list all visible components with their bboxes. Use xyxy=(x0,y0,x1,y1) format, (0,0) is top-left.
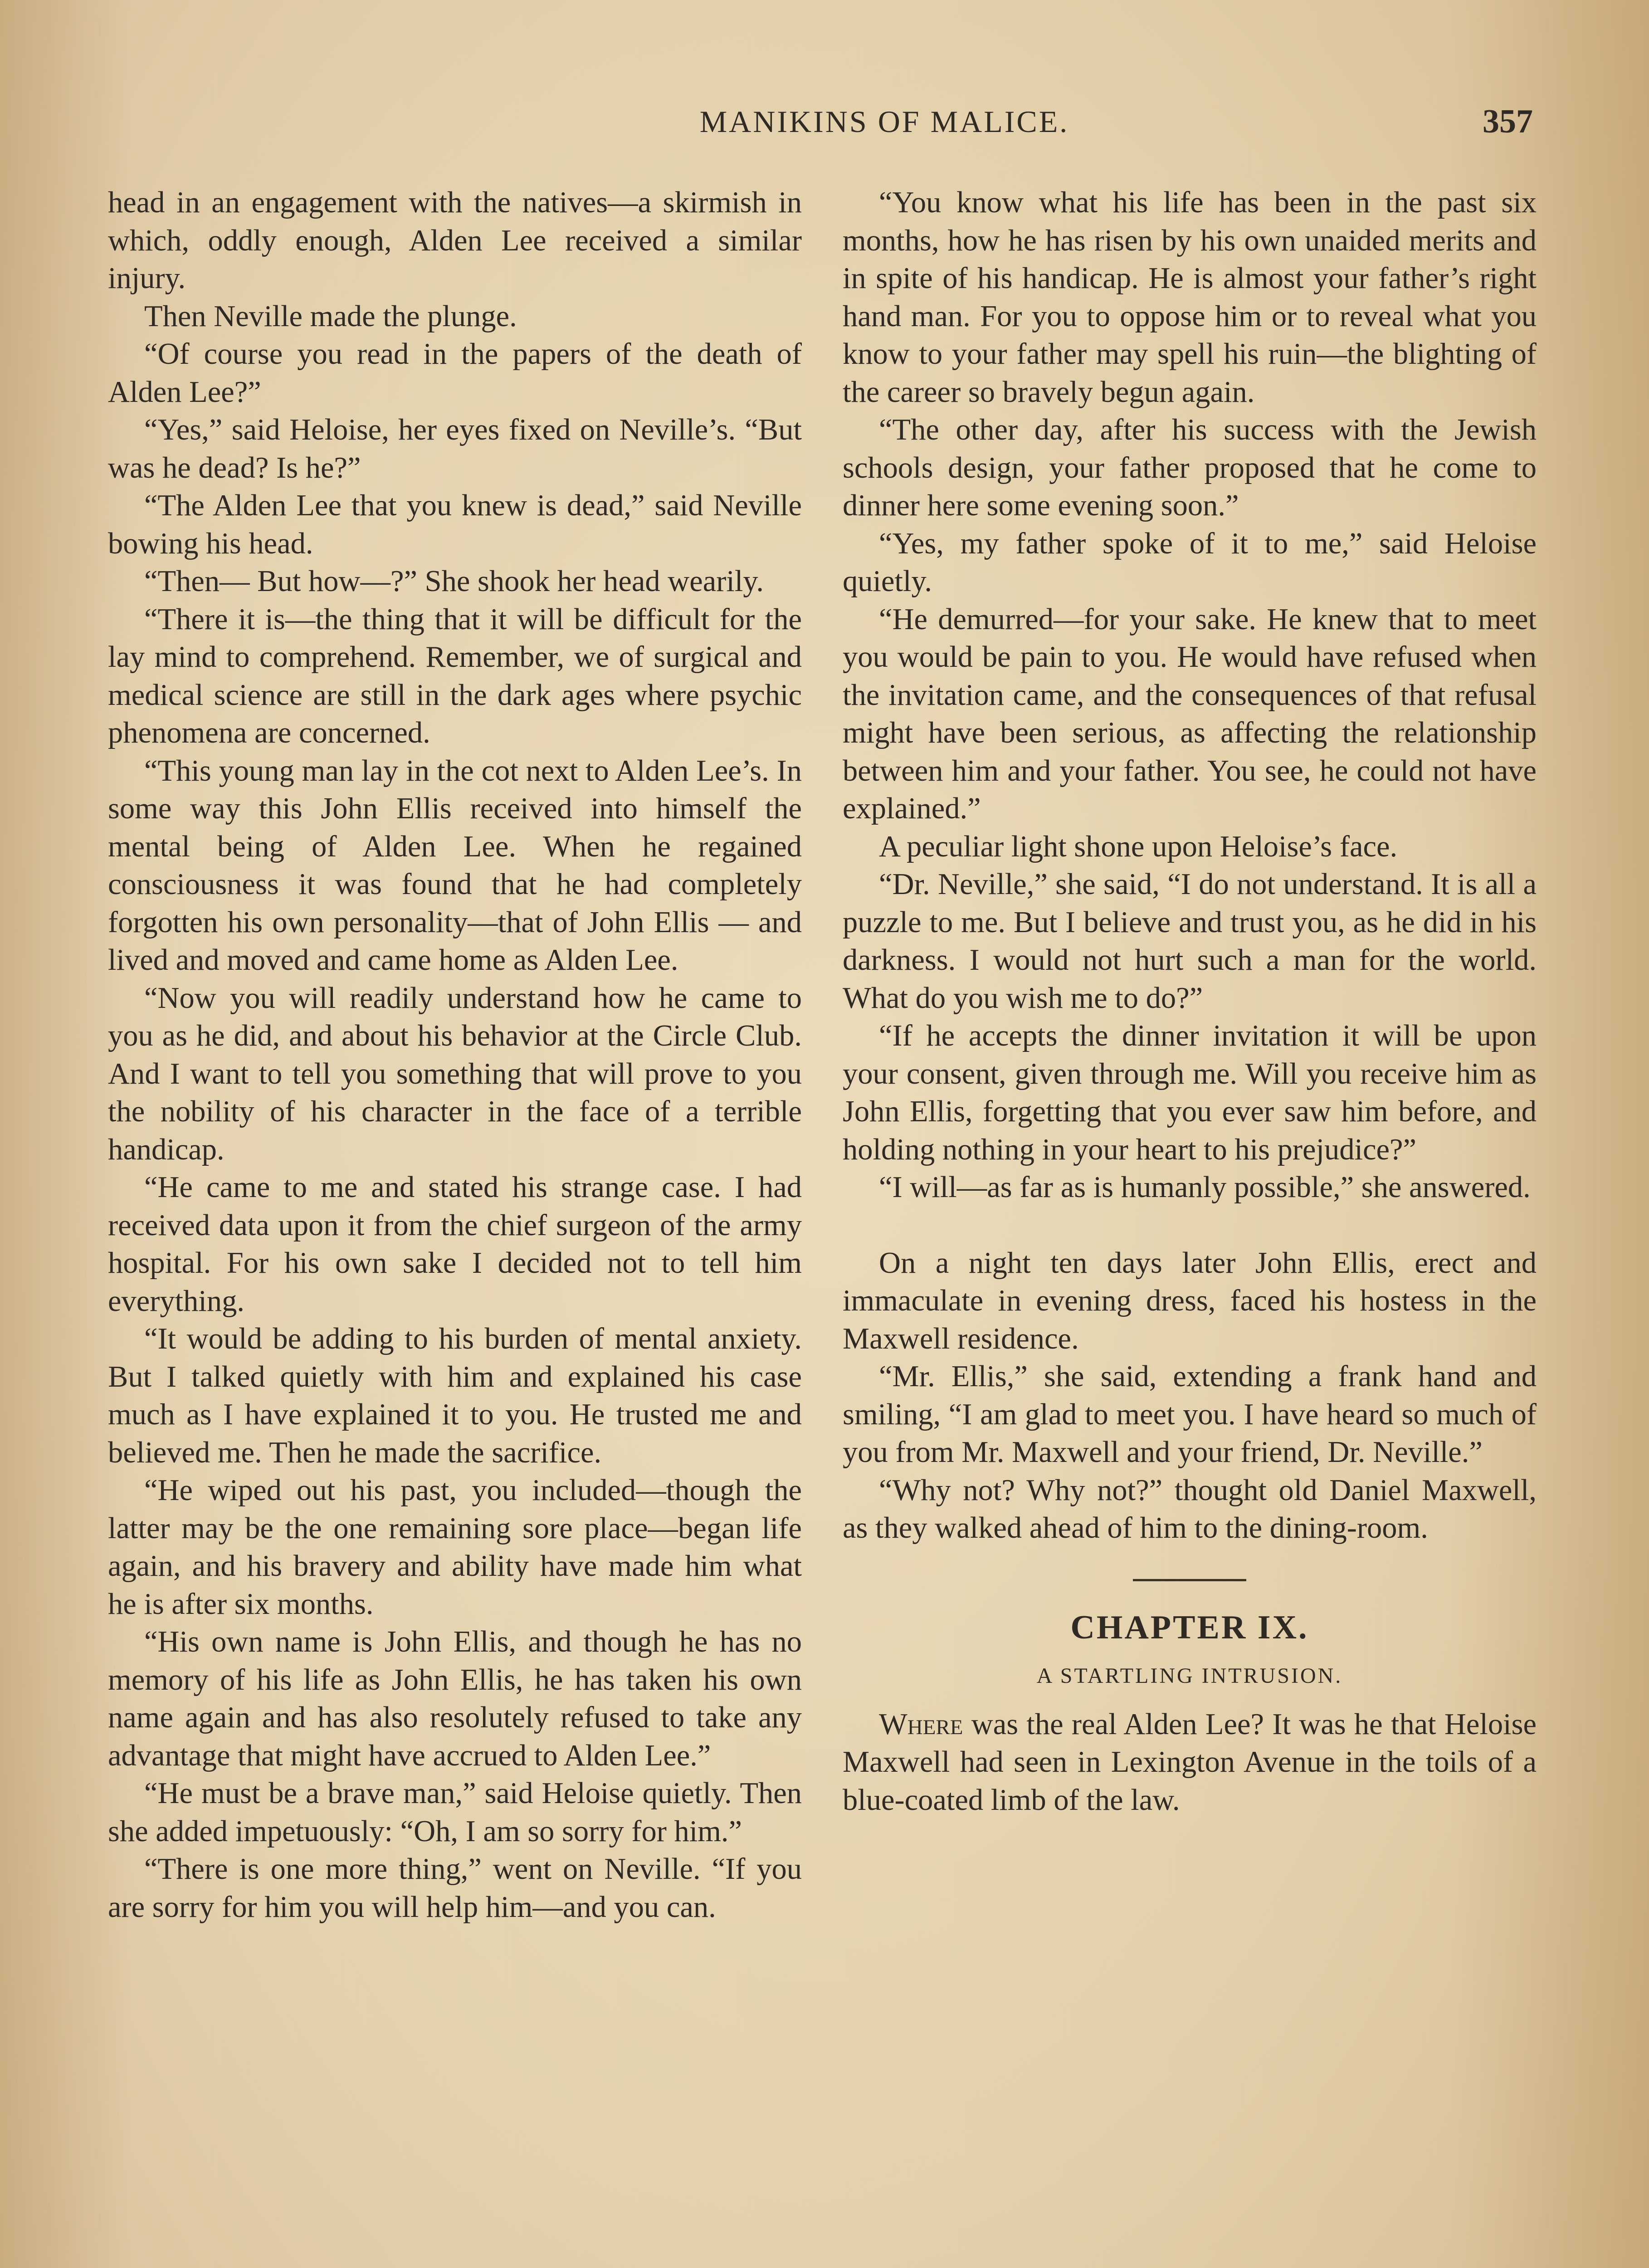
paragraph: “He demurred—for your sake. He knew that to meet you would be pain to you. He would have refused when the invitation came, and the consequences of that refusal might have been serious, as affecting the relationship between him and your father. You see, he could not have explained.” xyxy=(843,602,1537,825)
paragraph: “The other day, after his success with the Jewish schools design, your father proposed that he come to dinner here some evening soon.” xyxy=(843,413,1537,522)
paragraph: “The Alden Lee that you knew is dead,” said Neville bowing his head. xyxy=(108,489,802,560)
paragraph: “His own name is John Ellis, and though he has no memory of his life as John Ellis, he has taken his own name again and has also resolutely refused to take any advantage that might have accrued to Alden Lee.” xyxy=(108,1625,802,1772)
paragraph: “Now you will readily understand how he came to you as he did, and about his behavior at the Circle Club. And I want to tell you something that will prove to you the nobility of his character in the face of a terrible handicap. xyxy=(108,981,802,1166)
paragraph: “Of course you read in the papers of the death of Alden Lee?” xyxy=(108,337,802,409)
page-number: 357 xyxy=(1483,103,1533,140)
paragraph: “Dr. Neville,” she said, “I do not understand. It is all a puzzle to me. But I believe and trust you, as he did in his darkness. I would not hurt such a man for the world. What do you wish me to do?” xyxy=(843,868,1537,1015)
paragraph: “There it is—the thing that it will be difficult for the lay mind to comprehend. Remember, we of surgical and medical science are still in the dark ages where psychic phenomena are concerned. xyxy=(108,602,802,749)
paragraph: “There is one more thing,” went on Neville. “If you are sorry for him you will help him—and you can. xyxy=(108,1853,802,1924)
paragraph: “He came to me and stated his strange case. I had received data upon it from the chief surgeon of the army hospital. For his own sake I decided not to tell him everything. xyxy=(108,1171,802,1318)
paragraph: “Mr. Ellis,” she said, extending a frank hand and smiling, “I am glad to meet you. I have heard so much of you from Mr. Maxwell and your friend, Dr. Neville.” xyxy=(843,1360,1537,1469)
paragraph: “Yes, my father spoke of it to me,” said Heloise quietly. xyxy=(843,527,1537,598)
paragraph: Then Neville made the plunge. xyxy=(144,299,517,333)
chapter-heading: CHAPTER IX. xyxy=(1070,1608,1309,1646)
paragraph: “He must be a brave man,” said Heloise quietly. Then she added impetuously: “Oh, I am so sorry for him.” xyxy=(108,1777,802,1848)
chapter-opening-text: was the real Alden Lee? It was he that Heloise Maxwell had seen in Lexington Avenue in the toils of a blue-coated limb of the law. xyxy=(843,1707,1537,1817)
chapter-opening-paragraph xyxy=(843,1706,1537,1819)
paragraph: “Then— But how—?” She shook her head wearily. xyxy=(144,565,764,598)
chapter-opening-word: Where xyxy=(879,1707,963,1741)
paragraph: “Why not? Why not?” thought old Daniel Maxwell, as they walked ahead of him to the dining-room. xyxy=(843,1473,1537,1545)
paragraph: “He wiped out his past, you included—though the latter may be the one remaining sore place—began life again, and his bravery and ability have made him what he is after six months. xyxy=(108,1474,802,1621)
paragraph: “Yes,” said Heloise, her eyes fixed on Neville’s. “But was he dead? Is he?” xyxy=(108,413,802,484)
paragraph: “You know what his life has been in the past six months, how he has risen by his own unaided merits and in spite of his handicap. He is almost your father’s right hand man. For you to oppose him or to reveal what you know to your father may spell his ruin—the blighting of the career so bravely begun again. xyxy=(843,186,1537,409)
paragraph: “This young man lay in the cot next to Alden Lee’s. In some way this John Ellis received into himself the mental being of Alden Lee. When he regained consciousness it was found that he had completely forgotten his own personality—that of John Ellis — and lived and moved and came home as Alden Lee. xyxy=(108,754,802,977)
section-break xyxy=(843,1207,1537,1244)
page-header xyxy=(109,99,1542,149)
paragraph: A peculiar light shone upon Heloise’s face. xyxy=(879,830,1398,863)
chapter-subtitle: A STARTLING INTRUSION. xyxy=(1036,1663,1343,1688)
chapter-divider-rule xyxy=(1133,1579,1246,1581)
paragraph: On a night ten days later John Ellis, erect and immaculate in evening dress, faced his hostess in the Maxwell residence. xyxy=(843,1246,1537,1355)
paragraph: “I will—as far as is humanly possible,” she answered. xyxy=(879,1171,1531,1204)
paragraph: “It would be adding to his burden of mental anxiety. But I talked quietly with him and explained his case much as I have explained it to you. He trusted me and believed me. Then he made the sacrifice. xyxy=(108,1322,802,1469)
paragraph: “If he accepts the dinner invitation it will be upon your consent, given through me. Will you receive him as John Ellis, forgetting that you ever saw him before, and holding nothing in your heart to his prejudice?” xyxy=(843,1019,1537,1166)
paragraph: head in an engagement with the natives—a skirmish in which, oddly enough, Alden Lee received a similar injury. xyxy=(108,186,802,295)
right-text-column xyxy=(843,184,1537,1819)
running-title: MANIKINS OF MALICE. xyxy=(699,104,1069,139)
left-text-column xyxy=(108,184,802,1926)
